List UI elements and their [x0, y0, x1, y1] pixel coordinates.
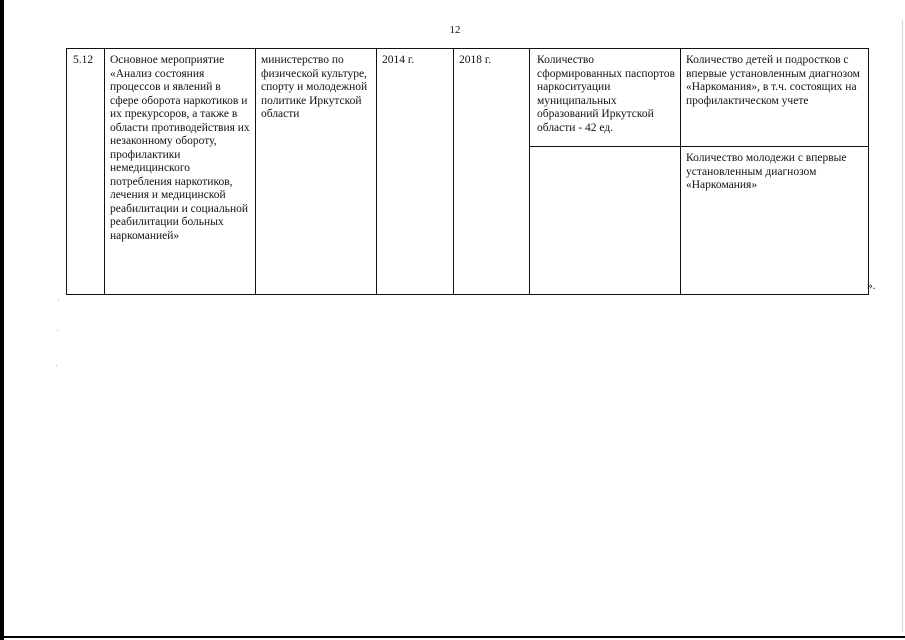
result-cell: Количество сформированных паспортов наркоситуации муниципальных образований Иркутской области - 42 ед. — [530, 49, 681, 147]
end-year-cell: 2018 г. — [454, 49, 530, 295]
scan-speck — [58, 300, 59, 301]
program-table — [66, 48, 869, 295]
scan-left-border — [0, 0, 4, 640]
scan-speck — [57, 330, 58, 331]
scan-speck — [56, 365, 57, 366]
start-year-cell: 2014 г. — [377, 49, 454, 295]
closing-quote-mark: ». — [867, 280, 876, 292]
scan-bottom-border — [0, 636, 905, 638]
event-name-cell: Основное мероприятие «Анализ состояния процессов и явлений в сфере оборота наркотиков и их прекурсоров, а также в области противодействия их незаконному обороту, профилактики немедицинского потребления наркотиков, лечения и медицинской реабилитации и социальной реабилитации больных наркоманией» — [105, 49, 256, 295]
scan-right-edge — [902, 20, 903, 632]
table-row — [67, 49, 869, 147]
indicator-cell-1: Количество детей и подростков с впервые установленным диагнозом «Наркомания», в т.ч. состоящих на профилактическом учете — [681, 49, 869, 147]
executor-cell: министерство по физической культуре, спорту и молодежной политике Иркутской области — [256, 49, 377, 295]
indicator-cell-2: Количество молодежи с впервые установленным диагнозом «Наркомания» — [681, 147, 869, 295]
row-number-cell: 5.12 — [67, 49, 105, 295]
page-number: 12 — [449, 24, 461, 36]
result-cell-empty — [530, 147, 681, 295]
